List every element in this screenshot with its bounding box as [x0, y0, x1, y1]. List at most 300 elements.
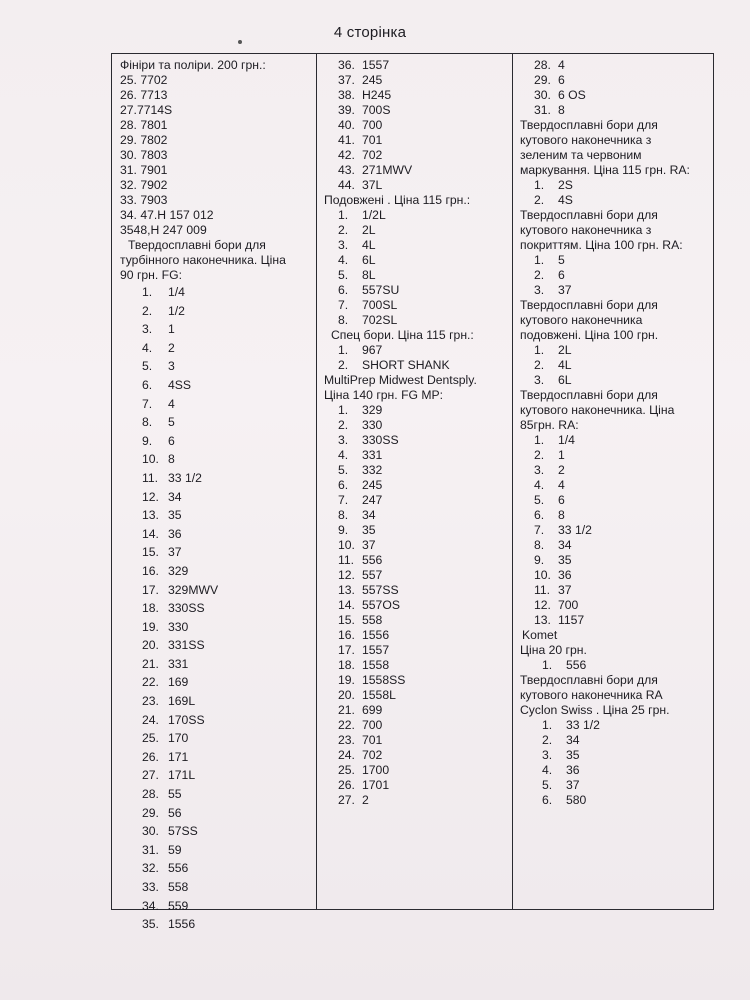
- list-item: [324, 778, 512, 793]
- item-value: 2L: [362, 223, 376, 237]
- item-value: 556: [362, 553, 383, 567]
- item-value: 5: [168, 415, 175, 430]
- item-value: 245: [362, 73, 383, 87]
- item-value: 700: [362, 118, 383, 132]
- item-number: 6.: [338, 283, 349, 297]
- item-value: 700S: [362, 103, 391, 117]
- item-value: 1/2: [168, 303, 185, 318]
- item-number: 4.: [542, 763, 553, 777]
- item-number: 43.: [338, 163, 355, 177]
- list-item: [120, 339, 316, 358]
- item-number: 27.: [338, 793, 355, 807]
- list-item: [520, 88, 713, 103]
- text-line: 85грн. RA:: [520, 418, 579, 432]
- text-line: Cyclon Swiss . Ціна 25 грн.: [520, 703, 670, 717]
- item-value: 701: [362, 133, 383, 147]
- list-item: [120, 915, 316, 934]
- item-number: 30.: [534, 88, 551, 102]
- text-line: 90 грн. FG:: [120, 268, 182, 282]
- column-2: [317, 54, 513, 909]
- item-number: 28.: [534, 58, 551, 72]
- list-item: [324, 463, 512, 478]
- item-number: 27.: [142, 768, 159, 783]
- text-line: покриттям. Ціна 100 грн. RA:: [520, 238, 683, 252]
- item-number: 13.: [338, 583, 355, 597]
- item-number: 16.: [142, 563, 159, 578]
- item-number: 24.: [338, 748, 355, 762]
- item-value: 6L: [558, 373, 572, 387]
- list-item: [324, 208, 512, 223]
- item-value: 1701: [362, 778, 390, 792]
- item-number: 37.: [338, 73, 355, 87]
- list-item: [120, 525, 316, 544]
- item-value: 702: [362, 748, 383, 762]
- item-value: 247: [362, 493, 383, 507]
- item-value: 57SS: [168, 824, 198, 839]
- item-number: 7.: [338, 493, 349, 507]
- item-value: 2S: [558, 178, 573, 192]
- list-item: [520, 448, 713, 463]
- item-value: 1556: [362, 628, 390, 642]
- item-value: 2: [168, 340, 175, 355]
- list-item: [324, 538, 512, 553]
- item-number: 2.: [534, 268, 545, 282]
- list-item: [120, 692, 316, 711]
- text-line: 3548,Н 247 009: [120, 223, 207, 237]
- item-value: 2: [362, 793, 369, 807]
- item-value: 1558: [362, 658, 390, 672]
- list-item: [520, 658, 713, 673]
- item-value: 35: [362, 523, 376, 537]
- text-line: Ціна 20 грн.: [520, 643, 587, 657]
- list-item: [120, 766, 316, 785]
- list-item: [324, 223, 512, 238]
- item-value: 700: [558, 598, 579, 612]
- item-number: 2.: [338, 418, 349, 432]
- text-line: зеленим та червоним: [520, 148, 642, 162]
- item-number: 10.: [338, 538, 355, 552]
- item-value: 4SS: [168, 377, 192, 392]
- list-item: [520, 598, 713, 613]
- item-value: 558: [168, 880, 189, 894]
- item-number: 10.: [534, 568, 551, 582]
- item-value: 330SS: [168, 601, 205, 616]
- list-item: [324, 673, 512, 688]
- item-number: 2.: [534, 358, 545, 372]
- list-item: [520, 763, 713, 778]
- item-value: 1700: [362, 763, 390, 777]
- item-value: SHORT SHANK: [362, 358, 450, 372]
- item-value: 171: [168, 749, 189, 764]
- text-line: Komet: [522, 628, 558, 642]
- list-item: [120, 450, 316, 469]
- item-number: 6.: [534, 508, 545, 522]
- item-value: 330SS: [362, 433, 399, 447]
- item-number: 15.: [338, 613, 355, 627]
- item-number: 14.: [142, 526, 159, 541]
- list-item: [520, 523, 713, 538]
- list-item: [324, 103, 512, 118]
- text-line: кутового наконечника. Ціна: [520, 403, 675, 417]
- item-value: 37L: [362, 178, 383, 192]
- item-number: 30.: [142, 824, 159, 839]
- item-value: 55: [168, 787, 182, 802]
- list-item: [324, 793, 512, 808]
- text-line: 33. 7903: [120, 193, 168, 207]
- list-item: [120, 283, 316, 302]
- text-line: кутового наконечника: [520, 313, 643, 327]
- item-number: 39.: [338, 103, 355, 117]
- item-value: 580: [566, 793, 587, 807]
- item-value: 3: [168, 359, 175, 374]
- item-number: 8.: [338, 313, 349, 327]
- item-value: 557SS: [362, 583, 399, 597]
- item-value: 169: [168, 675, 189, 690]
- item-number: 23.: [142, 694, 159, 709]
- list-item: [324, 403, 512, 418]
- item-value: 8: [168, 452, 175, 467]
- item-value: 1558L: [362, 688, 396, 702]
- list-item: [324, 748, 512, 763]
- item-value: 699: [362, 703, 383, 717]
- item-value: 170SS: [168, 712, 205, 727]
- list-item: [324, 178, 512, 193]
- list-item: [120, 469, 316, 488]
- item-value: 1558SS: [362, 673, 406, 687]
- item-value: 700SL: [362, 298, 398, 312]
- item-number: 31.: [142, 842, 159, 857]
- list-item: [520, 58, 713, 73]
- item-value: 1556: [168, 917, 196, 932]
- item-number: 4.: [338, 448, 349, 462]
- list-item: [520, 283, 713, 298]
- list-item: [324, 118, 512, 133]
- item-value: 1557: [362, 58, 390, 72]
- list-item: [324, 58, 512, 73]
- item-number: 26.: [338, 778, 355, 792]
- item-number: 22.: [142, 675, 159, 690]
- item-value: 557: [362, 568, 383, 582]
- item-value: 35: [168, 508, 182, 523]
- item-value: 702: [362, 148, 383, 162]
- list-item: [120, 804, 316, 823]
- list-item: [120, 655, 316, 674]
- item-value: 332: [362, 463, 383, 477]
- list-item: [324, 493, 512, 508]
- item-number: 21.: [142, 656, 159, 671]
- list-item: [520, 613, 713, 628]
- item-number: 18.: [142, 601, 159, 616]
- item-number: 4.: [142, 340, 153, 355]
- text-line: Твердосплавні бори для: [128, 238, 266, 252]
- item-number: 25.: [142, 731, 159, 746]
- item-value: 4L: [362, 238, 376, 252]
- text-line: 34. 47.Н 157 012: [120, 208, 214, 222]
- list-item: [324, 718, 512, 733]
- list-item: [120, 432, 316, 451]
- list-item: [324, 613, 512, 628]
- text-line: 29. 7802: [120, 133, 168, 147]
- list-item: [520, 568, 713, 583]
- section-heading: Фініри та поліри. 200 грн.:: [120, 58, 266, 72]
- item-value: 329: [362, 403, 383, 417]
- list-item: [324, 643, 512, 658]
- item-number: 3.: [534, 283, 545, 297]
- list-item: [520, 478, 713, 493]
- list-item: [324, 268, 512, 283]
- item-number: 19.: [142, 619, 159, 634]
- text-line: 30. 7803: [120, 148, 168, 162]
- item-value: 8: [558, 103, 565, 117]
- item-value: 36: [168, 526, 182, 541]
- item-number: 44.: [338, 178, 355, 192]
- list-item: [520, 553, 713, 568]
- text-line: турбінного наконечника. Ціна: [120, 253, 286, 267]
- item-number: 38.: [338, 88, 355, 102]
- item-value: 1/4: [558, 433, 575, 447]
- section-heading: Спец бори. Ціна 115 грн.:: [331, 328, 474, 342]
- item-number: 22.: [338, 718, 355, 732]
- section-heading: Подовжені . Ціна 115 грн.:: [324, 193, 471, 207]
- item-number: 1.: [534, 253, 545, 267]
- item-value: 1/4: [168, 285, 185, 299]
- item-value: 6 OS: [558, 88, 586, 102]
- item-value: 170: [168, 731, 189, 746]
- list-item: [120, 302, 316, 321]
- item-value: 35: [566, 748, 580, 762]
- item-number: 1.: [338, 208, 349, 222]
- item-number: 2.: [534, 193, 545, 207]
- item-number: 1.: [542, 718, 553, 732]
- item-number: 9.: [338, 523, 349, 537]
- item-value: 1: [558, 448, 565, 462]
- list-item: [324, 508, 512, 523]
- list-item: [520, 718, 713, 733]
- item-value: 8L: [362, 268, 376, 282]
- list-item: [520, 748, 713, 763]
- item-value: 1: [168, 322, 175, 337]
- item-value: 2: [558, 463, 565, 477]
- item-number: 12.: [534, 598, 551, 612]
- list-item: [324, 688, 512, 703]
- item-number: 42.: [338, 148, 355, 162]
- item-number: 5.: [338, 268, 349, 282]
- item-number: 7.: [534, 523, 545, 537]
- item-value: 37: [558, 583, 572, 597]
- item-value: 6L: [362, 253, 376, 267]
- item-value: 557OS: [362, 598, 400, 612]
- list-item: [324, 343, 512, 358]
- list-item: [324, 298, 512, 313]
- item-value: 331: [362, 448, 383, 462]
- item-value: 329: [168, 563, 189, 578]
- item-number: 2.: [542, 733, 553, 747]
- item-number: 4.: [338, 253, 349, 267]
- item-number: 24.: [142, 712, 159, 727]
- item-number: 4.: [534, 478, 545, 492]
- list-item: [324, 598, 512, 613]
- list-item: [324, 733, 512, 748]
- list-item: [324, 478, 512, 493]
- item-value: 556: [566, 658, 587, 672]
- column-1: [112, 54, 317, 932]
- item-number: 6.: [142, 377, 153, 392]
- list-item: [324, 568, 512, 583]
- item-value: 37: [168, 545, 182, 560]
- text-line: 26. 7713: [120, 88, 168, 102]
- list-item: [120, 488, 316, 507]
- item-number: 7.: [338, 298, 349, 312]
- item-value: 34: [566, 733, 580, 747]
- item-value: 6: [558, 73, 565, 87]
- list-item: [120, 562, 316, 581]
- item-value: 700: [362, 718, 383, 732]
- list-item: [520, 73, 713, 88]
- list-item: [324, 358, 512, 373]
- text-line: кутового наконечника RA: [520, 688, 663, 702]
- item-value: 4: [558, 478, 565, 492]
- list-item: [120, 581, 316, 600]
- item-number: 19.: [338, 673, 355, 687]
- item-number: 3.: [142, 322, 153, 337]
- list-item: [324, 148, 512, 163]
- item-number: 21.: [338, 703, 355, 717]
- item-number: 20.: [142, 638, 159, 653]
- item-value: 2L: [558, 343, 572, 357]
- list-item: [324, 553, 512, 568]
- list-item: [120, 506, 316, 525]
- item-number: 1.: [142, 285, 153, 299]
- list-item: [120, 618, 316, 637]
- item-number: 17.: [338, 643, 355, 657]
- item-value: 702SL: [362, 313, 398, 327]
- list-item: [520, 103, 713, 118]
- item-value: 1/2L: [362, 208, 386, 222]
- section-heading: MultiPrep Midwest Dentsply.: [324, 373, 477, 387]
- text-line: кутового наконечника з: [520, 223, 652, 237]
- list-item: [324, 448, 512, 463]
- item-value: 5: [558, 253, 565, 267]
- item-number: 17.: [142, 582, 159, 597]
- item-number: 7.: [142, 396, 153, 411]
- item-number: 3.: [338, 238, 349, 252]
- item-number: 40.: [338, 118, 355, 132]
- list-item: [120, 320, 316, 339]
- item-number: 15.: [142, 545, 159, 560]
- list-item: [520, 793, 713, 808]
- text-line: кутового наконечника з: [520, 133, 652, 147]
- item-number: 5.: [534, 493, 545, 507]
- list-item: [324, 763, 512, 778]
- text-line: Твердосплавні бори для: [520, 118, 658, 132]
- item-number: 5.: [338, 463, 349, 477]
- list-item: [120, 543, 316, 562]
- item-number: 2.: [142, 303, 153, 318]
- text-line: 31. 7901: [120, 163, 168, 177]
- item-number: 32.: [142, 861, 159, 876]
- item-number: 14.: [338, 598, 355, 612]
- list-item: [324, 703, 512, 718]
- item-number: 13.: [142, 508, 159, 523]
- item-number: 29.: [534, 73, 551, 87]
- text-line: подовжені. Ціна 100 грн.: [520, 328, 659, 342]
- list-item: [324, 283, 512, 298]
- item-value: 558: [362, 613, 383, 627]
- item-number: 11.: [142, 470, 159, 485]
- list-item: [120, 636, 316, 655]
- text-line: Твердосплавні бори для: [520, 208, 658, 222]
- item-value: 6: [558, 493, 565, 507]
- item-number: 1.: [534, 343, 545, 357]
- item-number: 35.: [142, 917, 159, 932]
- list-item: [520, 433, 713, 448]
- item-value: 245: [362, 478, 383, 492]
- section-heading: Ціна 140 грн. FG MP:: [324, 388, 444, 402]
- item-number: 18.: [338, 658, 355, 672]
- item-number: 20.: [338, 688, 355, 702]
- item-value: 559: [168, 898, 189, 913]
- item-value: 34: [362, 508, 376, 522]
- item-value: 331: [168, 656, 189, 671]
- item-number: 5.: [142, 359, 153, 374]
- item-number: 2.: [534, 448, 545, 462]
- item-number: 13.: [534, 613, 551, 627]
- list-item: [324, 238, 512, 253]
- item-value: 34: [168, 489, 182, 504]
- item-number: 3.: [542, 748, 553, 762]
- item-number: 33.: [142, 880, 159, 894]
- item-number: 1.: [338, 403, 349, 417]
- list-item: [520, 508, 713, 523]
- list-item: [520, 463, 713, 478]
- item-number: 41.: [338, 133, 355, 147]
- item-number: 11.: [338, 553, 355, 567]
- list-item: [324, 73, 512, 88]
- item-value: 171L: [168, 768, 196, 783]
- item-number: 6.: [338, 478, 349, 492]
- item-value: 36: [558, 568, 572, 582]
- item-number: 1.: [534, 178, 545, 192]
- item-number: 26.: [142, 749, 159, 764]
- item-number: 3.: [338, 433, 349, 447]
- list-item: [324, 523, 512, 538]
- item-number: 34.: [142, 898, 159, 913]
- item-number: 1.: [338, 343, 349, 357]
- page-title: 4 сторінка: [333, 24, 407, 41]
- item-value: 6: [558, 268, 565, 282]
- list-item: [324, 253, 512, 268]
- item-value: 6: [168, 433, 175, 448]
- list-item: [324, 628, 512, 643]
- item-value: H245: [362, 88, 392, 102]
- list-item: [520, 733, 713, 748]
- item-number: 25.: [338, 763, 355, 777]
- item-number: 2.: [338, 223, 349, 237]
- text-line: Твердосплавні бори для: [520, 388, 658, 402]
- text-line: маркування. Ціна 115 грн. RA:: [520, 163, 690, 177]
- item-number: 3.: [534, 463, 545, 477]
- item-number: 28.: [142, 787, 159, 802]
- list-item: [120, 822, 316, 841]
- item-value: 330: [168, 619, 189, 634]
- item-value: 59: [168, 842, 182, 857]
- list-item: [520, 178, 713, 193]
- item-value: 557SU: [362, 283, 400, 297]
- item-value: 35: [558, 553, 572, 567]
- list-item: [120, 711, 316, 730]
- list-item: [520, 253, 713, 268]
- list-item: [120, 878, 316, 897]
